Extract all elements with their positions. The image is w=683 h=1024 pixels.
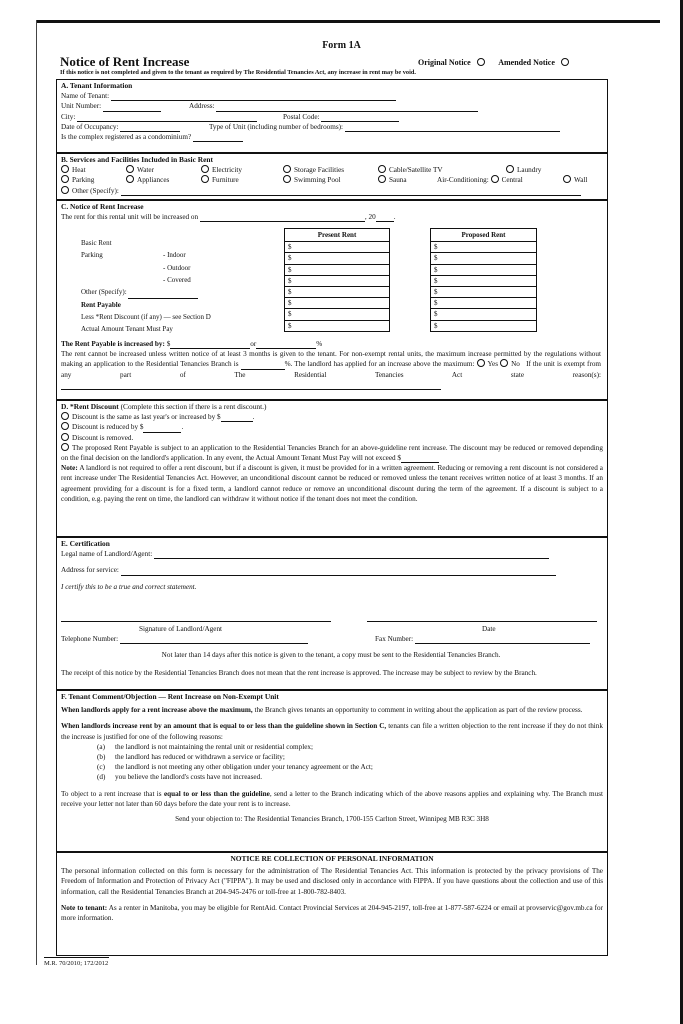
sauna-label: Sauna bbox=[389, 176, 407, 185]
condominium-label: Is the complex registered as a condominium? bbox=[61, 132, 192, 141]
other-service-field[interactable] bbox=[121, 187, 581, 196]
send-objection-address: Send your objection to: The Residential Tenancies Branch, 1700-155 Carlton Street, Winnipeg MB R3C 3H8 bbox=[175, 814, 489, 823]
heat-label: Heat bbox=[72, 166, 86, 175]
electricity-label: Electricity bbox=[212, 166, 242, 175]
landlord-name-label: Legal name of Landlord/Agent: bbox=[61, 550, 153, 559]
occupancy-date-label: Date of Occupancy: bbox=[61, 122, 119, 131]
reason-item: (c) the landlord is not meeting any other obligation under your tenancy agreement or the Act; bbox=[97, 763, 373, 772]
parking-checkbox[interactable] bbox=[61, 175, 69, 183]
personal-info-paragraph: The personal information collected on this form is necessary for the administration of The Residential Tenancies Act. This information is protected by the privacy provisions of The Freedom of Information and Protection of Privacy Act ("FIPPA"). It may be used and disclosed only in accordance with FIPPA. If you have questions about the collection and use of this information, call the Residential Tenancies Branch at 204-945-2476 or toll-free at 1-800-782-8403. bbox=[61, 867, 603, 896]
above-max-text: %. The landlord has applied for an increase above the maximum: bbox=[284, 360, 475, 369]
signature-field[interactable] bbox=[61, 621, 331, 622]
copy-requirement: Not later than 14 days after this notice is given to the tenant, a copy must be sent to the Residential Tenancies Branch. bbox=[161, 651, 501, 659]
service-address-label: Address for service: bbox=[61, 566, 119, 575]
electricity-checkbox[interactable] bbox=[201, 165, 209, 173]
proposed-rent-cell[interactable]: $ bbox=[431, 275, 537, 286]
increase-year-field[interactable] bbox=[376, 213, 394, 222]
cable-checkbox[interactable] bbox=[378, 165, 386, 173]
pool-label: Swimming Pool bbox=[294, 176, 341, 185]
proposed-rent-header: Proposed Rent bbox=[431, 229, 537, 242]
section-b-services bbox=[56, 153, 608, 200]
proposed-rent-cell[interactable]: $ bbox=[431, 242, 537, 253]
personal-information-notice bbox=[56, 852, 608, 956]
amended-notice-radio[interactable] bbox=[561, 58, 569, 66]
payable-increase-label: The Rent Payable is increased by: bbox=[61, 340, 165, 348]
no-label: No bbox=[511, 360, 520, 369]
original-notice-label: Original Notice bbox=[418, 58, 471, 67]
address-label: Address: bbox=[189, 102, 215, 111]
proposed-rent-cell[interactable]: $ bbox=[431, 253, 537, 264]
section-e-heading: E. Certification bbox=[61, 539, 110, 548]
payable-increase-percent-field[interactable] bbox=[256, 340, 316, 349]
reason-item: (a) the landlord is not maintaining the rental unit or residential complex; bbox=[97, 742, 314, 751]
yes-label: Yes bbox=[487, 360, 499, 369]
fax-field[interactable] bbox=[415, 635, 590, 644]
ac-central-label: Central bbox=[501, 176, 523, 185]
appliances-label: Appliances bbox=[137, 176, 170, 185]
proposed-rent-cell[interactable]: $ bbox=[431, 309, 537, 320]
section-a-heading: A. Tenant Information bbox=[61, 81, 133, 90]
personal-info-heading: NOTICE RE COLLECTION OF PERSONAL INFORMATION bbox=[230, 854, 434, 863]
proposed-rent-cell[interactable]: $ bbox=[431, 320, 537, 331]
other-service-checkbox[interactable] bbox=[61, 186, 69, 194]
above-max-no-radio[interactable] bbox=[500, 359, 508, 367]
parking-rent-label: Parking bbox=[81, 251, 103, 260]
payable-increase-amount-field[interactable] bbox=[170, 340, 250, 349]
exempt-reason-field[interactable] bbox=[61, 381, 441, 390]
percent-label: % bbox=[316, 340, 323, 348]
present-rent-cell[interactable]: $ bbox=[285, 242, 390, 253]
services-row-2 bbox=[61, 175, 603, 185]
section-d-heading: D. *Rent Discount (Complete this section if there is a rent discount.) bbox=[61, 402, 267, 411]
appliances-checkbox[interactable] bbox=[126, 175, 134, 183]
ac-label: Air-Conditioning: bbox=[437, 176, 489, 185]
section-a-tenant-info bbox=[56, 79, 608, 153]
payable-increase-dollar: $ bbox=[166, 340, 171, 348]
notice-type-options bbox=[418, 58, 572, 67]
discount-removed-radio[interactable] bbox=[61, 433, 69, 441]
section-f-heading: F. Tenant Comment/Objection — Rent Increase on Non-Exempt Unit bbox=[61, 692, 279, 701]
fax-label: Fax Number: bbox=[375, 635, 414, 643]
top-rule bbox=[36, 20, 660, 23]
city-field[interactable] bbox=[77, 113, 257, 122]
discount-same-radio[interactable] bbox=[61, 412, 69, 420]
occupancy-date-field[interactable] bbox=[120, 123, 180, 132]
cable-label: Cable/Satellite TV bbox=[389, 166, 443, 175]
receipt-notice: The receipt of this notice by the Residential Tenancies Branch does not mean that the rent increase is approved. The increase may be subject to review by the Branch. bbox=[61, 669, 537, 677]
actual-amount-label: Actual Amount Tenant Must Pay bbox=[81, 325, 173, 334]
landlord-name-field[interactable] bbox=[154, 550, 549, 559]
signature-label: Signature of Landlord/Agent bbox=[139, 625, 223, 633]
discount-note-text: A landlord is not required to offer a rent discount, but if a discount is given, it must be provided for in a written agreement. Reducing or removing a rent discount is not considered a rent increase under The Residential Tenancies Act. However, an unconditional discount cannot be reduced or removed unless the tenant receives written notice of at least 3 months. If an agreement providing for a discount is for a fixed term, a landlord cannot reduce or remove an unconditional discount during the term of the agreement. If a discount is subject to a condition, e.g. paying the rent on time, the landlord can withdraw it without notice if the tenant does not meet the condition. bbox=[61, 464, 603, 503]
service-address-field[interactable] bbox=[121, 567, 556, 576]
discount-removed-label: Discount is removed. bbox=[72, 433, 134, 442]
exempt-reason-text: If the unit is exempt from any part of The Residential Tenancies Act state reason(s): bbox=[61, 360, 602, 379]
ac-wall-checkbox[interactable] bbox=[563, 175, 571, 183]
guideline-paragraph: tenants can file a written objection to the rent increase if they do not think the increase is justified for one of the following reasons: bbox=[61, 722, 603, 741]
present-rent-cell[interactable]: $ bbox=[285, 253, 390, 264]
proposed-rent-table bbox=[430, 228, 537, 332]
proposed-rent-cell[interactable]: $ bbox=[431, 298, 537, 309]
basic-rent-label: Basic Rent bbox=[81, 239, 112, 247]
regulation-reference: M.R. 70/2010; 172/2012 bbox=[44, 960, 109, 967]
form-number: Form 1A bbox=[322, 40, 361, 51]
discount-same-field[interactable] bbox=[221, 413, 253, 422]
notice-requirement-text: The rent cannot be increased unless written notice of at least 3 months is given to the tenant. For non-exempt rental units, the maximum increase permitted by the regulations without making an application to the Residential Tenancies Branch is bbox=[61, 350, 601, 369]
discount-reduced-radio[interactable] bbox=[61, 422, 69, 430]
date-field[interactable] bbox=[367, 621, 597, 622]
outdoor-label: - Outdoor bbox=[163, 263, 191, 272]
present-rent-cell[interactable]: $ bbox=[285, 320, 390, 331]
pool-checkbox[interactable] bbox=[283, 175, 291, 183]
above-max-heading: When landlords apply for a rent increase above the maximum, bbox=[61, 706, 253, 715]
objection-text-b: , send a letter to the Branch indicating which of the above reasons applies and explaining why. The Branch must receive your letter not later than 60 days before the date your rent is to increase. bbox=[61, 789, 603, 808]
section-d-rent-discount: D. *Rent Discount (Complete this section if there is a rent discount.) Discount is the same as last year's or increased by $ . Discount is reduced by $ . Discount is removed. The proposed Rent Payable is subject to an application to the Residential Tenancies Branch for an above-guideline rent increase. The discount may be reduced or removed depending on the final decision on the landlord's application. In any event, the Actual Amount Tenant Must Pay will not exceed $ Note: A landlord is not required to offer a rent discount, but if a discount is given, it must be provided for in a written agreement. Reducing or removing a rent discount is not considered a rent increase under The Residential Tenancies Act. However, an unconditional discount cannot be reduced or removed unless the tenant receives written notice of at least 3 months. If an agreement providing for a discount is for a fixed term, a landlord cannot reduce or remove an unconditional discount during the term of the agreement. If a discount is subject to a condition, e.g. paying the rent on time, the landlord can withdraw it without notice if the tenant does not meet the condition. bbox=[56, 400, 608, 537]
ac-central-checkbox[interactable] bbox=[491, 175, 499, 183]
unit-number-label: Unit Number: bbox=[61, 102, 102, 111]
amended-notice-label: Amended Notice bbox=[498, 58, 555, 67]
present-rent-table bbox=[284, 228, 390, 332]
above-max-yes-radio[interactable] bbox=[477, 359, 485, 367]
heat-checkbox[interactable] bbox=[61, 165, 69, 173]
condominium-field[interactable] bbox=[193, 133, 243, 142]
increase-date-field[interactable] bbox=[200, 213, 365, 222]
other-rent-row bbox=[81, 286, 211, 298]
discount-max-field[interactable] bbox=[401, 454, 439, 463]
validity-warning: If this notice is not completed and given to the tenant as required by The Residential Tenancies Act, any increase in rent may be void. bbox=[60, 69, 416, 76]
rent-discount-label: Less *Rent Discount (if any) — see Section D bbox=[81, 313, 211, 322]
guideline-heading: When landlords increase rent by an amount that is equal to or less than the guideline shown in Section C, bbox=[61, 722, 387, 731]
or-label: or bbox=[250, 340, 257, 348]
discount-same-label: Discount is the same as last year's or increased by $ bbox=[72, 413, 221, 422]
rent-row-labels bbox=[81, 237, 211, 336]
unit-type-field[interactable] bbox=[345, 123, 560, 132]
water-checkbox[interactable] bbox=[126, 165, 134, 173]
rentaid-paragraph: As a renter in Manitoba, you may be eligible for RentAid. Contact Provincial Services at 204-945-2197, toll-free at 1-877-587-6224 or email at provservic@gov.mb.ca for more information. bbox=[61, 903, 603, 923]
max-increase-field[interactable] bbox=[241, 361, 285, 370]
note-to-tenant-label: Note to tenant: bbox=[61, 903, 108, 912]
laundry-label: Laundry bbox=[517, 166, 542, 175]
postal-code-label: Postal Code: bbox=[283, 112, 320, 121]
reason-item: (d) you believe the landlord's costs have not increased. bbox=[97, 773, 262, 782]
present-rent-cell[interactable]: $ bbox=[285, 298, 390, 309]
above-max-paragraph: the Branch gives tenants an opportunity to comment in writing about the application as part of the review process. bbox=[254, 706, 583, 715]
section-e-certification bbox=[56, 537, 608, 690]
section-c-heading: C. Notice of Rent Increase bbox=[61, 202, 144, 211]
postal-code-field[interactable] bbox=[321, 113, 399, 122]
present-rent-cell[interactable]: $ bbox=[285, 287, 390, 298]
tenant-name-label: Name of Tenant: bbox=[61, 92, 110, 101]
address-field[interactable] bbox=[216, 103, 478, 112]
furniture-label: Furniture bbox=[212, 176, 239, 185]
tenant-name-field[interactable] bbox=[111, 92, 396, 101]
indoor-label: - Indoor bbox=[163, 251, 186, 260]
covered-label: - Covered bbox=[163, 276, 191, 285]
sauna-checkbox[interactable] bbox=[378, 175, 386, 183]
ac-wall-label: Wall bbox=[574, 176, 588, 185]
original-notice-radio[interactable] bbox=[477, 58, 485, 66]
other-service-label: Other (Specify): bbox=[72, 186, 119, 195]
proposed-rent-cell[interactable]: $ bbox=[431, 264, 537, 275]
present-rent-cell[interactable]: $ bbox=[285, 275, 390, 286]
present-rent-cell[interactable]: $ bbox=[285, 309, 390, 320]
objection-text-a: To object to a rent increase that is bbox=[61, 789, 162, 798]
reason-item: (b) the landlord has reduced or withdrawn a service or facility; bbox=[97, 753, 285, 761]
note-label: Note: bbox=[61, 464, 78, 473]
telephone-label: Telephone Number: bbox=[61, 635, 119, 643]
left-margin-rule bbox=[36, 20, 37, 965]
discount-application-radio[interactable] bbox=[61, 443, 69, 451]
proposed-rent-cell[interactable]: $ bbox=[431, 287, 537, 298]
parking-label: Parking bbox=[72, 176, 95, 185]
rent-payable-label: Rent Payable bbox=[81, 300, 121, 309]
discount-reduced-label: Discount is reduced by $ bbox=[72, 423, 144, 432]
telephone-field[interactable] bbox=[120, 635, 308, 644]
increase-year-label: , 20 bbox=[364, 213, 376, 222]
present-rent-header: Present Rent bbox=[285, 229, 390, 242]
unit-number-field[interactable] bbox=[103, 103, 161, 112]
page-title: Notice of Rent Increase bbox=[60, 54, 190, 69]
other-rent-field[interactable] bbox=[128, 290, 198, 299]
section-d-note: (Complete this section if there is a rent discount.) bbox=[120, 402, 267, 411]
parking-indoor-row bbox=[81, 249, 211, 261]
section-c-rent-increase: C. Notice of Rent Increase The rent for this rental unit will be increased on , 20 . Basic Rent Parking - Indoor - Outdoor - Covered Other (Specify): Rent Payable Less *Rent Discount (if any) — see Section D Actual Amount Tenant Must Pay Present Rent $ $ $ $ $ $ $ $ Proposed Rent $ $ $ $ $ $ $ $ The Rent Payable is increased by: $ or % The rent cannot be increased unless written notice of at least 3 months is given to the tenant. For non-exempt rental units, the maximum increase permitted by the regulations without making an application to the Residential Tenancies Branch is %. The landlord has applied for an increase above the maximum: Yes No If the unit is exempt from any part of The Residential Tenancies Act state reason(s): bbox=[56, 200, 608, 400]
discount-application-text: The proposed Rent Payable is subject to an application to the Residential Tenancies Branch for an above-guideline rent increase. The discount may be reduced or removed depending on the final decision on the landlord's application. In any event, the Actual Amount Tenant Must Pay will not exceed $ bbox=[61, 443, 603, 462]
discount-reduced-field[interactable] bbox=[143, 424, 181, 433]
certify-statement: I certify this to be a true and correct statement. bbox=[61, 582, 197, 591]
city-label: City: bbox=[61, 112, 76, 121]
furniture-checkbox[interactable] bbox=[201, 175, 209, 183]
services-row-1 bbox=[61, 165, 603, 175]
increase-date-label: The rent for this rental unit will be increased on bbox=[61, 213, 199, 222]
other-rent-label: Other (Specify): bbox=[81, 288, 127, 297]
footer-rule bbox=[44, 957, 109, 958]
unit-type-label: Type of Unit (including number of bedrooms): bbox=[209, 122, 344, 131]
section-f-tenant-objection bbox=[56, 690, 608, 852]
water-label: Water bbox=[137, 166, 154, 175]
storage-label: Storage Facilities bbox=[294, 166, 345, 175]
objection-text-bold: equal to or less than the guideline bbox=[163, 789, 270, 798]
laundry-checkbox[interactable] bbox=[506, 165, 514, 173]
present-rent-cell[interactable]: $ bbox=[285, 264, 390, 275]
date-label: Date bbox=[482, 625, 496, 633]
storage-checkbox[interactable] bbox=[283, 165, 291, 173]
section-b-heading: B. Services and Facilities Included in Basic Rent bbox=[61, 155, 213, 164]
